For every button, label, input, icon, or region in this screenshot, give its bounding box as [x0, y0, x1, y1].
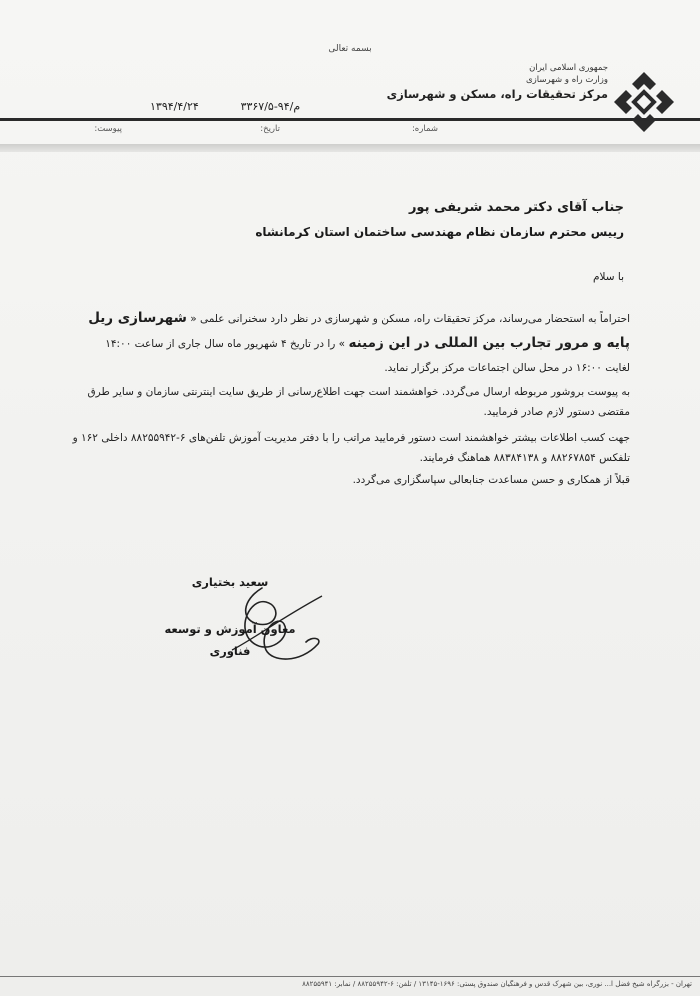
paragraph-1-line2: [70, 329, 630, 358]
p1-topic-part2: پایه و مرور تجارب بین المللی در این زمینه: [348, 335, 630, 351]
letter-number: ۳۳۶۷/۵-۹۴/م: [240, 100, 301, 113]
country-name: جمهوری اسلامی ایران: [529, 63, 608, 73]
signature-block: [145, 572, 315, 662]
footer-rule: [0, 976, 700, 977]
p1-intro: احتراماً به استحضار می‌رساند، مرکز تحقیقات راه، مسکن و شهرسازی در نظر دارد سخنرانی علمی «: [186, 313, 630, 325]
recipient-block: [255, 196, 624, 244]
footer-address: [0, 980, 700, 994]
basmala: بسمه تعالی: [328, 44, 372, 54]
attachment-label: پیوست:: [94, 124, 122, 134]
organization-name-block: [387, 62, 608, 102]
number-label: شماره:: [411, 124, 438, 134]
paragraph-1: [70, 308, 630, 329]
paragraph-1-end: لغایت ۱۶:۰۰ در محل سالن اجتماعات مرکز برگزار نماید.: [384, 362, 630, 374]
date-label: تاریخ:: [260, 124, 280, 134]
greeting: با سلام: [592, 271, 624, 283]
signatory-name: سعید بختیاری: [191, 575, 269, 589]
letter-date: ۱۳۹۴/۴/۲۴: [150, 100, 199, 113]
header-shadow-band: [0, 144, 700, 152]
ministry-name: وزارت راه و شهرسازی: [525, 75, 608, 85]
paragraph-2: به پیوست بروشور مربوطه ارسال می‌گردد. خواهشمند است جهت اطلاع‌رسانی از طریق سایت اینترنتی سازمان و سایر طرق مقتضی دستور لازم صادر فرمایید.: [87, 386, 630, 418]
footer-address-text: تهران - بزرگراه شیخ فضل ا... نوری، بین شهرک قدس و فرهنگیان صندوق پستی: ۱۶۹۶-۱۳۱۴۵ / تلفن: ۶-۸۸۲۵۵۹۴۲ / نمابر: ۸۸۲۵۵۹۴۱: [302, 980, 692, 988]
paragraph-3: جهت کسب اطلاعات بیشتر خواهشمند است دستور فرمایید مراتب را با دفتر مدیریت آموزش تلفن‌های ۶-۸۸۲۵۵۹۴۲ داخلی ۱۶۲ و تلفکس ۸۸۲۶۷۸۵۴ و ۸۸۳۸۴۱۳۸ هماهنگ فرمایند.: [72, 432, 630, 464]
header-rule: [0, 118, 700, 121]
paragraph-4: قبلاً از همکاری و حسن مساعدت جنابعالی سپاسگزاری می‌گردد.: [352, 474, 630, 486]
center-name: مرکز تحقیقات راه، مسکن و شهرسازی: [386, 87, 608, 101]
recipient-title: رییس محترم سازمان نظام مهندسی ساختمان استان کرمانشاه: [255, 225, 624, 239]
letter-meta: [150, 100, 300, 113]
letter-body: [70, 308, 630, 490]
p1-after: » را در تاریخ ۴ شهریور ماه سال جاری از ساعت ۱۴:۰۰: [105, 338, 349, 350]
signatory-role: معاون آموزش و توسعه فناوری: [164, 622, 296, 658]
p1-topic-part1: شهرسازی ریل: [88, 310, 187, 326]
header-labels: [0, 124, 700, 140]
recipient-name: جناب آقای دکتر محمد شریفی پور: [408, 200, 624, 215]
